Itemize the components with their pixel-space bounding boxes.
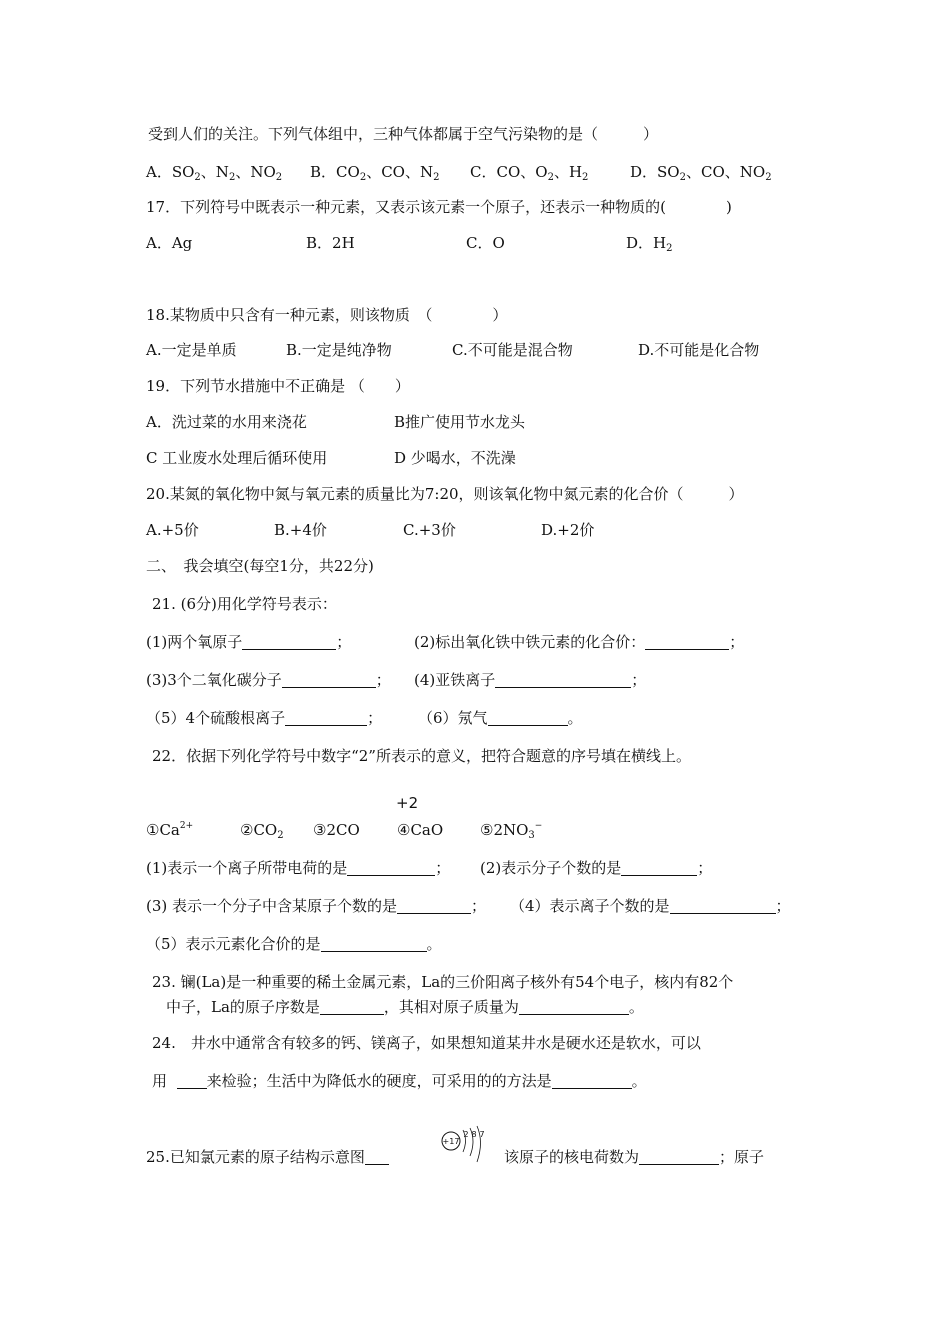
answer-blank[interactable] <box>495 671 631 688</box>
q22-item-3: (3) 表示一个分子中含某原子个数的是 ； <box>146 897 487 915</box>
q16-option-a: A．$SO_2$、$N_2$、$NO_2$ <box>146 163 283 183</box>
symbol-co2: $②CO_2$ <box>240 821 284 841</box>
q17-stem: 17．下列符号中既表示一种元素，又表示该元素一个原子，还表示一种物质的( ) <box>146 198 732 216</box>
q18-option-d: D.不可能是化合物 <box>638 341 760 359</box>
q16-option-c: C．CO、$O_2$、$H_2$ <box>470 163 589 183</box>
q22-stem: 22．依据下列化学符号中数字“2”所表示的意义，把符合题意的序号填在横线上。 <box>152 747 691 765</box>
q18-option-c: C.不可能是混合物 <box>452 341 573 359</box>
symbol-2co: ③2CO <box>313 821 360 839</box>
q19-option-a: A．洗过菜的水用来浇花 <box>146 413 307 431</box>
q17-option-d: D．$H_2$ <box>626 234 673 254</box>
q16-option-d: D．$SO_2$、CO、$NO_2$ <box>630 163 772 183</box>
q21-item-6: （6）氖气 。 <box>418 709 583 727</box>
q19-option-c: C 工业废水处理后循环使用 <box>146 449 328 467</box>
q17-option-b: B．2H <box>306 234 355 252</box>
answer-blank[interactable] <box>552 1072 632 1089</box>
answer-blank[interactable] <box>177 1072 207 1089</box>
shell-1-count: 2 <box>463 1130 469 1139</box>
q21-item-2: (2)标出氧化铁中铁元素的化合价： ； <box>414 633 745 651</box>
answer-blank[interactable] <box>282 671 376 688</box>
q24-line2: 用 来检验；生活中为降低水的硬度，可采用的的方法是 。 <box>152 1072 647 1090</box>
answer-blank[interactable] <box>285 709 367 726</box>
q20-option-d: D.+2价 <box>541 521 595 539</box>
q20-option-a: A.+5价 <box>146 521 199 539</box>
q22-item-1: (1)表示一个离子所带电荷的是 ； <box>146 859 451 877</box>
q18-option-a: A.一定是单质 <box>146 341 237 359</box>
atom-structure-diagram <box>438 1124 494 1176</box>
answer-blank[interactable] <box>639 1148 719 1165</box>
q18-option-b: B.一定是纯净物 <box>286 341 392 359</box>
answer-blank[interactable] <box>670 897 776 914</box>
q18-stem: 18.某物质中只含有一种元素，则该物质 （ ） <box>146 306 508 324</box>
q22-item-2: (2)表示分子个数的是 ； <box>480 859 713 877</box>
shell-3-count: 7 <box>479 1130 485 1139</box>
q21-stem: 21. (6分)用化学符号表示： <box>152 595 337 613</box>
q21-item-5: （5）4个硫酸根离子 ； <box>146 709 383 727</box>
q21-item-1: (1)两个氧原子 ； <box>146 633 352 651</box>
q22-item-5: （5）表示元素化合价的是 。 <box>146 935 442 953</box>
q22-item-4: （4）表示离子个数的是 ； <box>510 897 791 915</box>
answer-blank[interactable] <box>397 897 471 914</box>
q25-stem-a: 25.已知氯元素的原子结构示意图 <box>146 1147 389 1167</box>
answer-blank[interactable] <box>621 859 697 876</box>
symbol-nitrate: $⑤2NO_3^-$ <box>480 821 543 841</box>
q20-option-c: C.+3价 <box>403 521 456 539</box>
q20-option-b: B.+4价 <box>274 521 327 539</box>
q19-stem: 19．下列节水措施中不正确是 （ ） <box>146 377 410 395</box>
valence-mark: +2 <box>396 794 419 812</box>
nucleus-label: +17 <box>442 1137 460 1146</box>
q21-item-4: (4)亚铁离子 ； <box>414 671 647 689</box>
chlorine-atom-icon <box>438 1124 494 1176</box>
q23-line2: 中子，La的原子序数是 ，其相对原子质量为 。 <box>166 998 644 1016</box>
q17-option-c: C．O <box>466 234 505 252</box>
q19-option-b: B推广使用节水龙头 <box>394 413 526 431</box>
section-title: 二、 我会填空(每空1分，共22分) <box>146 557 374 575</box>
answer-blank[interactable] <box>320 998 384 1015</box>
shell-2-count: 8 <box>471 1130 477 1139</box>
q16-stem: 受到人们的关注。下列气体组中，三种气体都属于空气污染物的是（ ） <box>148 125 659 143</box>
q23-line1: 23. 镧(La)是一种重要的稀土金属元素，La的三价阳离子核外有54个电子，核内有82个 <box>152 973 734 991</box>
answer-blank[interactable] <box>347 859 435 876</box>
q21-item-3: (3)3个二氧化碳分子 ； <box>146 671 391 689</box>
q24-line1: 24. 井水中通常含有较多的钙、镁离子，如果想知道某井水是硬水还是软水，可以 <box>152 1034 701 1052</box>
answer-blank[interactable] <box>488 709 568 726</box>
answer-blank[interactable] <box>321 935 427 952</box>
symbol-ca-ion: $①Ca^{2+}$ <box>146 821 194 839</box>
answer-blank[interactable] <box>365 1148 389 1165</box>
q19-option-d: D 少喝水，不洗澡 <box>394 449 516 467</box>
symbol-cao: ④CaO <box>397 821 444 839</box>
q16-option-b: B．$CO_2$、CO、$N_2$ <box>310 163 440 183</box>
q17-option-a: A．Ag <box>146 234 193 252</box>
answer-blank[interactable] <box>645 633 729 650</box>
q20-stem: 20.某氮的氧化物中氮与氧元素的质量比为7:20，则该氧化物中氮元素的化合价（ ） <box>146 485 744 503</box>
answer-blank[interactable] <box>519 998 629 1015</box>
q25-stem-b: 该原子的核电荷数为 ；原子 <box>504 1148 765 1166</box>
answer-blank[interactable] <box>242 633 336 650</box>
